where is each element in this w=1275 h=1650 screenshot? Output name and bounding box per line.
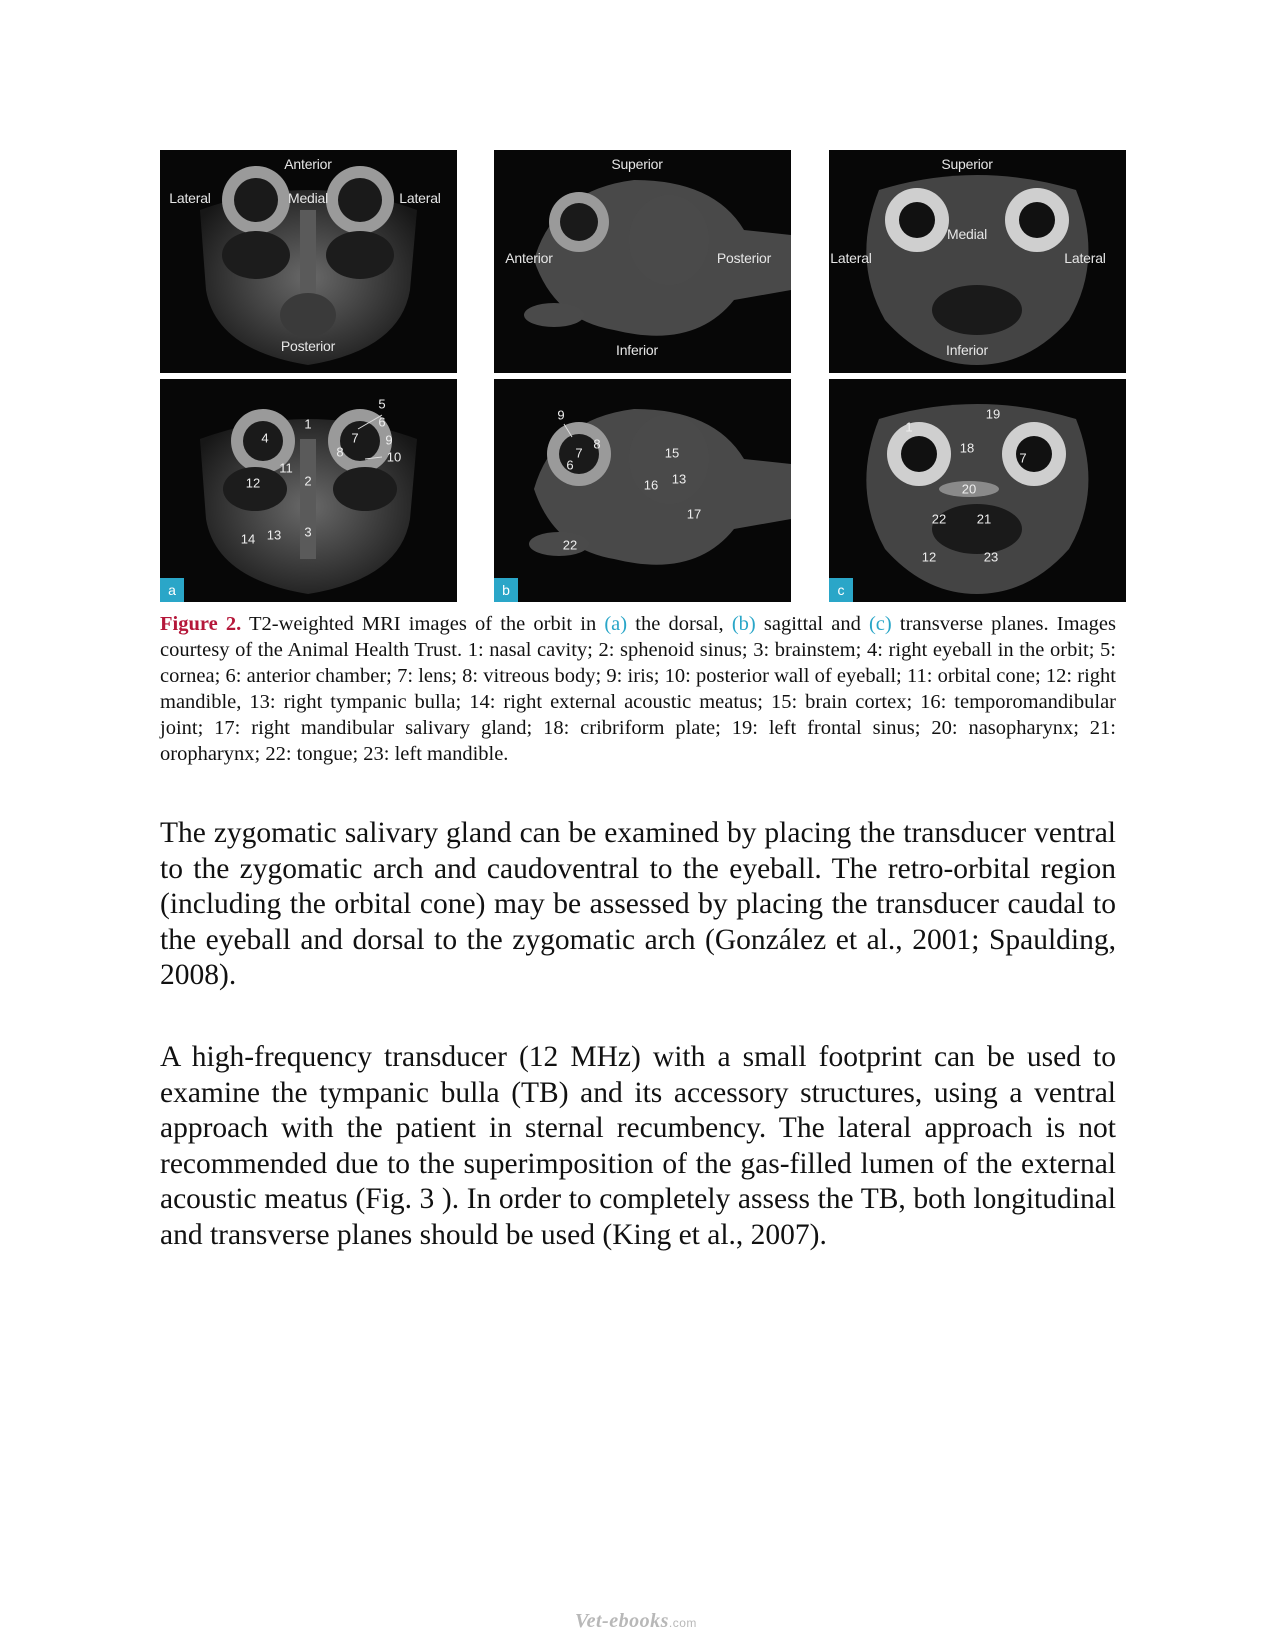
structure-number: 9 [557,407,565,423]
panel-ref-b: (b) [731,613,756,635]
panel-letter-b: b [494,578,518,602]
panel-letter-a: a [160,578,184,602]
structure-number: 1 [905,419,913,435]
structure-number: 18 [959,440,975,456]
structure-number: 22 [562,537,578,553]
mri-panel-a-bottom [160,379,457,602]
mri-panel-c-top [829,150,1126,373]
body-paragraph-1: The zygomatic salivary gland can be examined by placing the transducer ventral to the zygomatic arch and caudoventral to the eyeball. The retro-orbital region (including the orbital cone) may be assessed by placing the transducer caudal to the eyeball and dorsal to the zygomatic arch (González et al., 2001; Spaulding, 2008). [160,817,1116,991]
mri-panel-b-bottom [494,379,791,602]
orientation-label: Medial [946,226,988,242]
structure-number: 15 [664,445,680,461]
caption-text: transverse planes. Images courtesy of the Animal Health Trust. 1: nasal cavity; 2: sphenoid sinus; 3: brainstem; 4: right eyeball in the orbit; 5: cornea; 6: anterior chamber; 7: lens; 8: vitreous body; 9: iris; 10: posterior wall of eyeball; 11: orbital cone; 12: right mandible, 13: right tympanic bulla; 14: right external acoustic meatus; 15: brain cortex; 16: temporomandibular joint; 17: right mandibular salivary gland; 18: cribriform plate; 19: left frontal sinus; 20: nasopharynx; 21: oropharynx; 22: tongue; 23: left mandible. [160,613,1116,765]
orientation-label: Inferior [946,342,988,358]
mri-image-dorsal-labelled [160,379,457,602]
structure-number: 8 [593,436,601,452]
structure-number: 3 [304,524,312,540]
structure-number: 13 [266,527,282,543]
structure-number: 22 [931,511,947,527]
structure-number: 16 [643,477,659,493]
orientation-label: Inferior [616,342,658,358]
orientation-label: Lateral [830,250,872,266]
structure-number: 12 [921,549,937,565]
mri-panel-c-bottom [829,379,1126,602]
structure-number: 20 [961,481,977,497]
watermark-text: Vet-ebooks [575,1610,669,1632]
structure-number: 4 [261,430,269,446]
orientation-label: Lateral [399,190,441,206]
figure-label: Figure 2. [160,613,242,635]
structure-number: 2 [304,473,312,489]
structure-number: 10 [386,449,402,465]
mri-panel-b-top [494,150,791,373]
structure-number: 23 [983,549,999,565]
orientation-label: Superior [611,156,663,172]
structure-number: 17 [686,506,702,522]
orientation-label: Superior [941,156,993,172]
structure-number: 13 [671,471,687,487]
structure-number: 14 [240,531,256,547]
orientation-label: Medial [287,190,329,206]
mri-image-sagittal-labelled [494,379,791,602]
structure-number: 8 [336,444,344,460]
structure-number: 11 [279,460,293,476]
orientation-label: Lateral [169,190,211,206]
watermark-suffix: .com [668,1616,697,1630]
orientation-label: Anterior [505,250,553,266]
panel-letter-c: c [829,578,853,602]
figure-caption [160,611,1116,767]
caption-text: the dorsal, [627,613,732,635]
structure-number: 6 [566,457,574,473]
structure-number: 5 [378,396,386,412]
mri-panel-a-top [160,150,457,373]
structure-number: 7 [1019,450,1027,466]
panel-ref-c: (c) [868,613,892,635]
orientation-label: Anterior [284,156,332,172]
mri-figure [160,150,1127,604]
structure-number: 1 [304,416,312,432]
mri-image-transverse-labelled [829,379,1126,602]
structure-number: 7 [351,430,359,446]
orientation-label: Lateral [1064,250,1106,266]
structure-number: 19 [985,406,1001,422]
structure-number: 7 [575,445,583,461]
watermark-logo [575,1610,697,1633]
structure-number: 9 [385,432,393,448]
caption-text: T2-weighted MRI images of the orbit in [241,613,605,635]
body-paragraph-2: A high-frequency transducer (12 MHz) with a small footprint can be used to examine the tympanic bulla (TB) and its accessory structures, using a ventral approach with the patient in sternal recumbency. The lateral approach is not recommended due to the superimposition of the gas-filled lumen of the external acoustic meatus (Fig. 3 ). In order to completely assess the TB, both longitudinal and transverse planes should be used (King et al., 2007). [160,1041,1116,1251]
caption-text: sagittal and [755,613,869,635]
panel-ref-a: (a) [604,613,628,635]
orientation-label: Posterior [280,338,336,354]
structure-number: 12 [245,475,261,491]
structure-number: 6 [378,414,386,430]
orientation-label: Posterior [716,250,772,266]
structure-number: 21 [976,511,992,527]
